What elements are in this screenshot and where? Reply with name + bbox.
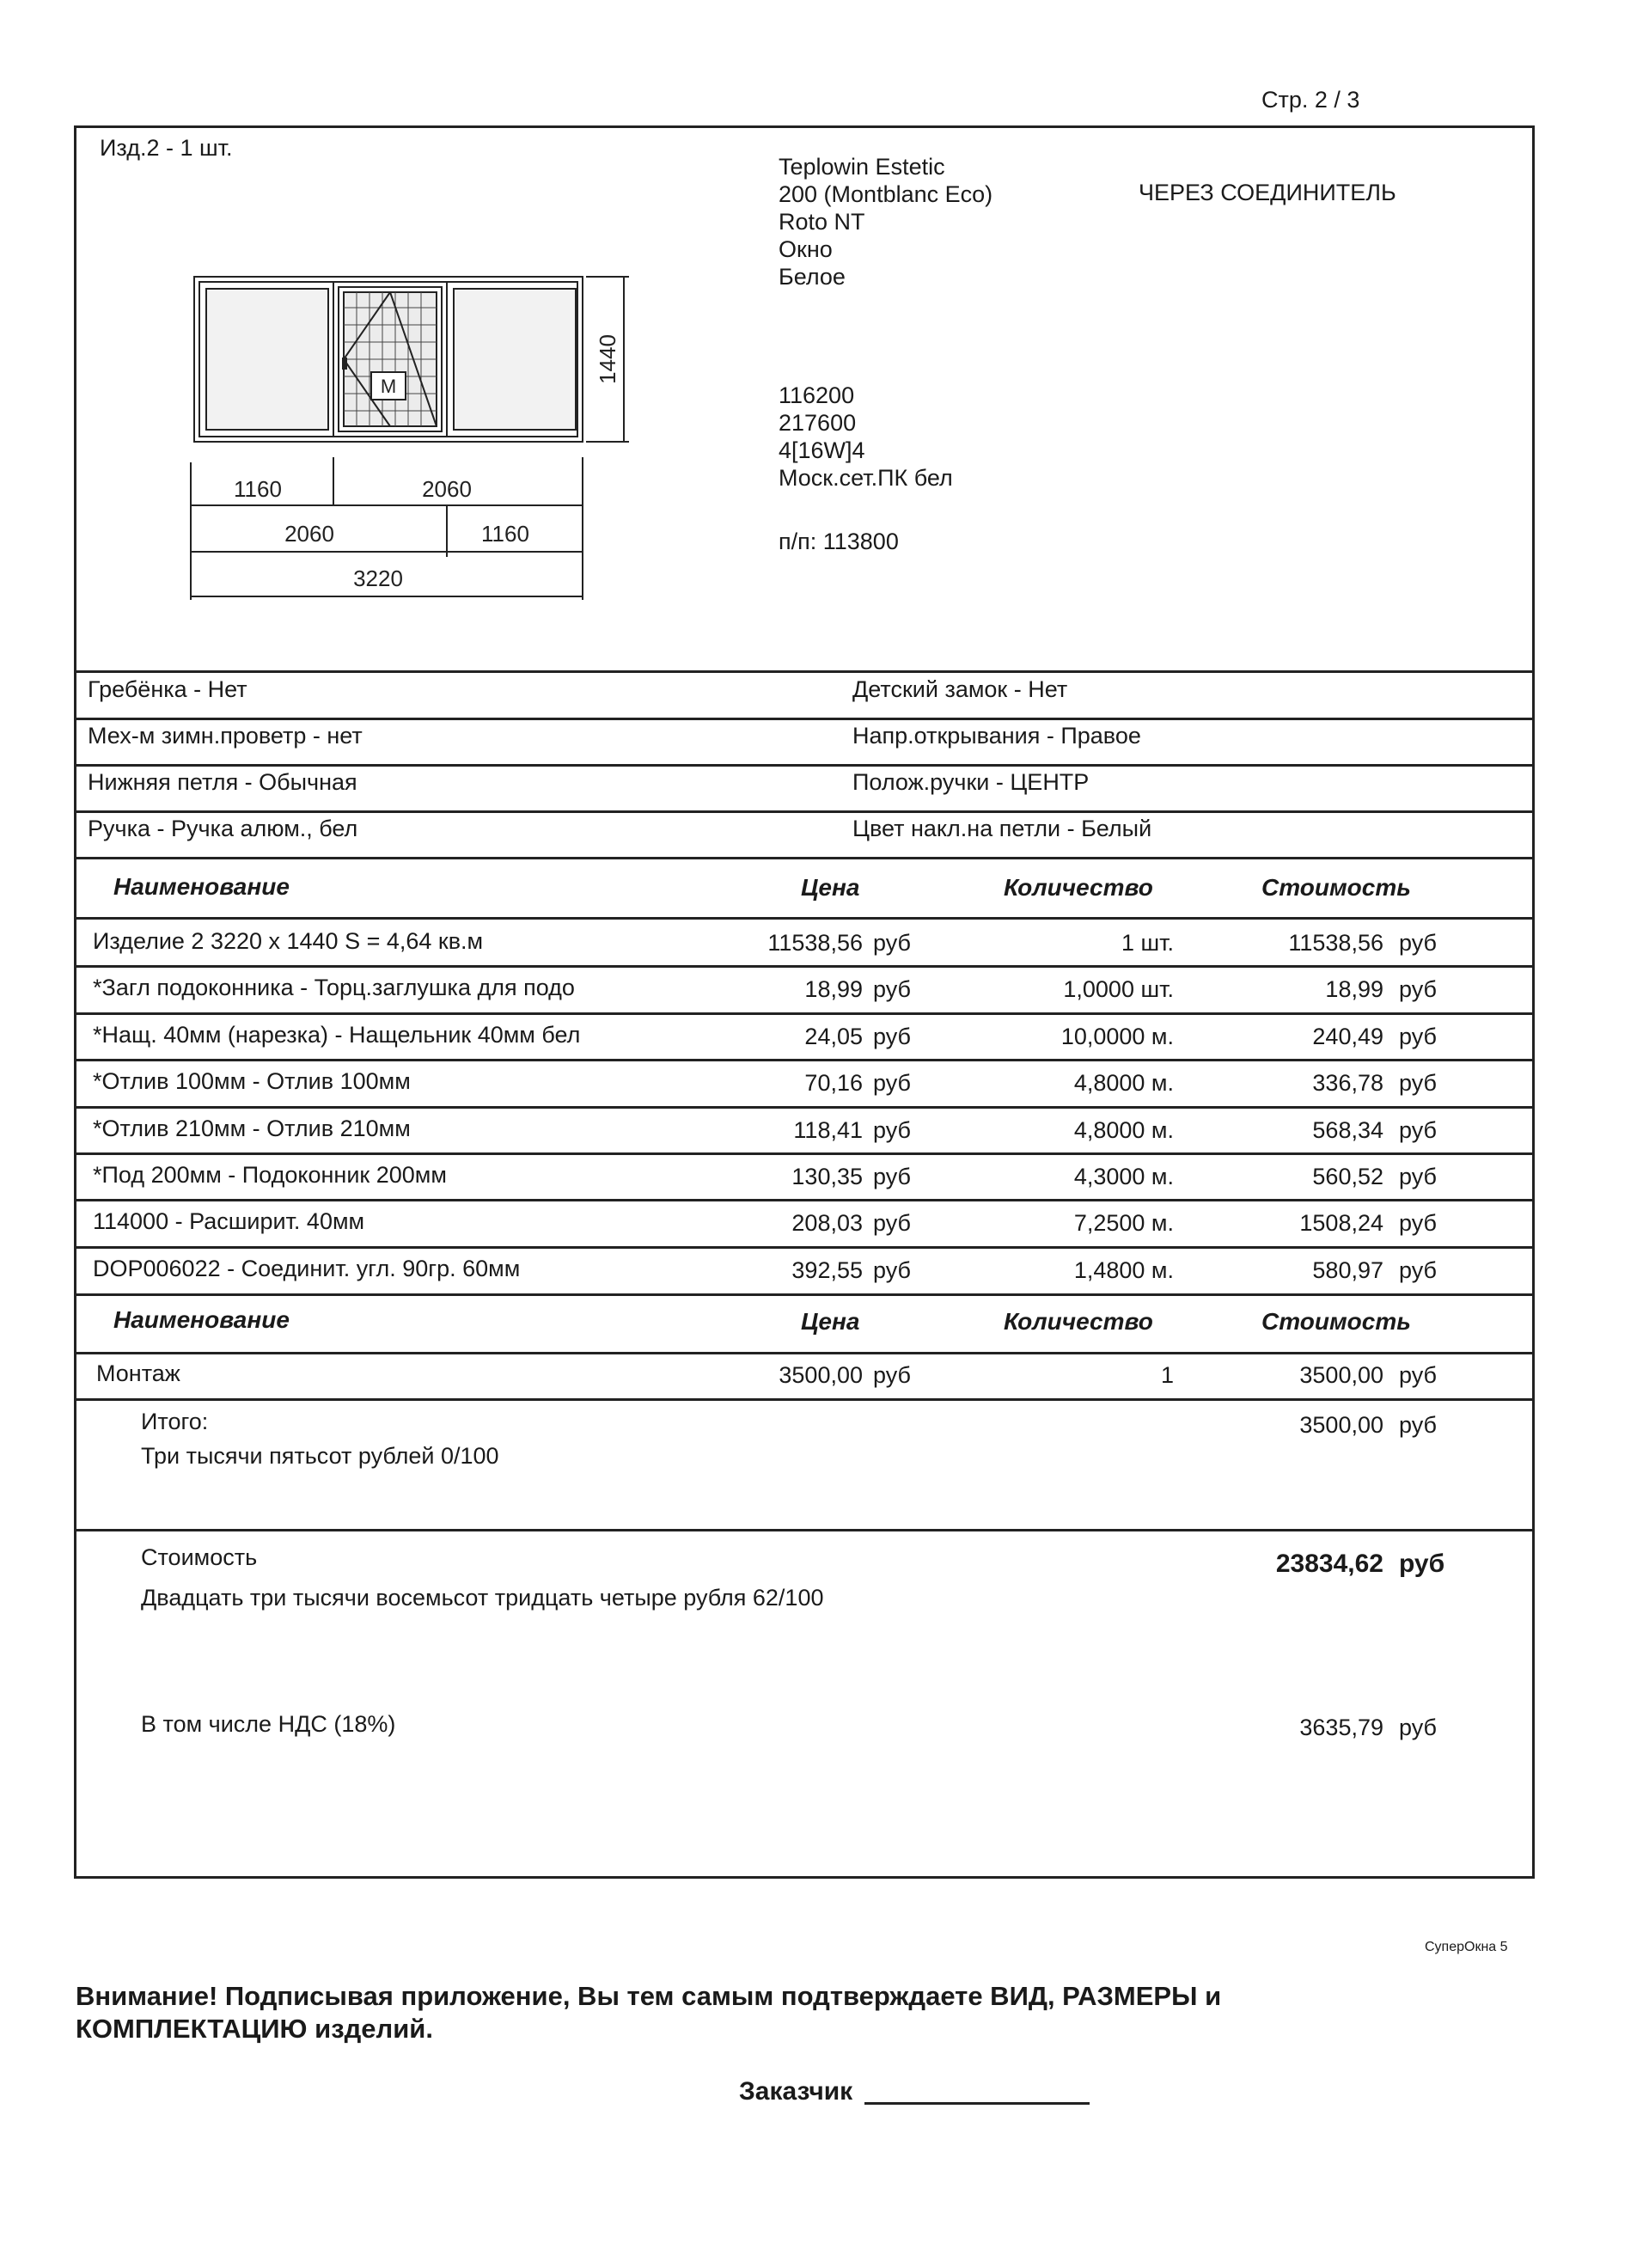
table-cell-qty: 1 шт.: [1121, 930, 1174, 956]
table-cell-name: DOP006022 - Соединит. угл. 90гр. 60мм: [93, 1256, 521, 1281]
spec-line: Roto NT: [779, 209, 865, 235]
divider: [74, 670, 1535, 673]
option-left: Ручка - Ручка алюм., бел: [88, 816, 358, 841]
signature-line: [864, 2102, 1090, 2105]
spec-line: Teplowin Estetic: [779, 154, 945, 180]
dim-row1-b: 2060: [422, 476, 472, 502]
table-cell-cost: 1508,24: [1299, 1210, 1383, 1236]
table-row-divider: [74, 1199, 1535, 1201]
table2-header-price: Цена: [801, 1308, 860, 1335]
spec-line: 200 (Montblanc Eco): [779, 181, 993, 207]
table-cell-qty: 4,3000 м.: [1073, 1164, 1174, 1189]
table-cell-currency: руб: [873, 930, 911, 956]
table-cell-currency: руб: [1399, 1164, 1437, 1189]
table-cell-currency: руб: [1399, 1210, 1437, 1236]
divider: [74, 1352, 1535, 1354]
table-cell-currency: руб: [873, 1210, 911, 1236]
table-cell-currency: руб: [873, 1070, 911, 1096]
spec-line: Белое: [779, 264, 846, 290]
product-title: Изд.2 - 1 шт.: [100, 135, 233, 161]
subtotal-value: 3500,00: [1299, 1412, 1383, 1438]
table-cell-currency: руб: [873, 976, 911, 1002]
table-cell-cost: 3500,00: [1299, 1362, 1383, 1388]
table1-header-price: Цена: [801, 874, 860, 901]
sash-label: M: [380, 376, 397, 397]
divider: [74, 1529, 1535, 1531]
table-cell-name: *Нащ. 40мм (нарезка) - Нащельник 40мм бел: [93, 1022, 581, 1048]
option-right: Полож.ручки - ЦЕНТР: [852, 769, 1090, 795]
subtotal-words: Три тысячи пятьсот рублей 0/100: [141, 1443, 499, 1469]
option-left: Гребёнка - Нет: [88, 676, 247, 702]
brand-label: СуперОкна 5: [1425, 1940, 1508, 1954]
table2-header-name: Наименование: [113, 1306, 290, 1333]
table-cell-currency: руб: [873, 1117, 911, 1143]
subtotal-label: Итого:: [141, 1409, 209, 1434]
table-cell-currency: руб: [873, 1024, 911, 1049]
table-cell-price: 18,99: [804, 976, 863, 1002]
table-cell-name: 114000 - Расширит. 40мм: [93, 1208, 365, 1234]
divider: [74, 810, 1535, 813]
table-cell-price: 130,35: [791, 1164, 863, 1189]
table-cell-cost: 580,97: [1312, 1257, 1383, 1283]
table-cell-name: *Отлив 210мм - Отлив 210мм: [93, 1116, 411, 1141]
table-cell-qty: 4,8000 м.: [1073, 1070, 1174, 1096]
table-cell-name: Изделие 2 3220 x 1440 S = 4,64 кв.м: [93, 928, 484, 954]
table1-header-name: Наименование: [113, 873, 290, 900]
customer-label: Заказчик: [739, 2077, 853, 2106]
dim-row1-a: 1160: [234, 476, 282, 502]
option-right: Детский замок - Нет: [852, 676, 1068, 702]
table1-header-qty: Количество: [1004, 874, 1153, 901]
divider: [74, 917, 1535, 920]
dim-row2-a: 2060: [284, 521, 334, 547]
code-line: 217600: [779, 410, 857, 436]
table2-header-qty: Количество: [1004, 1308, 1153, 1335]
table-cell-currency: руб: [1399, 1257, 1437, 1283]
table-row-divider: [74, 1106, 1535, 1109]
table-cell-price: 118,41: [793, 1117, 863, 1143]
table-cell-currency: руб: [873, 1362, 911, 1388]
vat-value: 3635,79: [1299, 1715, 1383, 1740]
height-dimension: 1440: [595, 334, 620, 384]
table-cell-currency: руб: [1399, 930, 1437, 956]
code-line: Моск.сет.ПК бел: [779, 465, 953, 491]
table-cell-qty: 4,8000 м.: [1073, 1117, 1174, 1143]
table-cell-cost: 18,99: [1325, 976, 1383, 1002]
connection-type: ЧЕРЕЗ СОЕДИНИТЕЛЬ: [1139, 180, 1396, 205]
table-row-divider: [74, 1152, 1535, 1155]
table-cell-name: *Отлив 100мм - Отлив 100мм: [93, 1068, 411, 1094]
total-currency: руб: [1399, 1550, 1445, 1578]
option-left: Мех-м зимн.проветр - нет: [88, 723, 363, 749]
table-cell-currency: руб: [1399, 1024, 1437, 1049]
notice-line-2: КОМПЛЕКТАЦИЮ изделий.: [76, 2014, 433, 2044]
table-cell-qty: 1,0000 шт.: [1063, 976, 1174, 1002]
table-cell-currency: руб: [873, 1164, 911, 1189]
product-codes: [779, 382, 953, 492]
table-cell-cost: 240,49: [1312, 1024, 1383, 1049]
table-cell-currency: руб: [1399, 1117, 1437, 1143]
table-cell-price: 70,16: [804, 1070, 863, 1096]
table-cell-name: Монтаж: [96, 1360, 180, 1386]
notice-line-1: Внимание! Подписывая приложение, Вы тем самым подтверждаете ВИД, РАЗМЕРЫ и: [76, 1981, 1222, 2011]
code-line: 116200: [779, 382, 855, 408]
page-number: Стр. 2 / 3: [1261, 87, 1360, 113]
total-words: Двадцать три тысячи восемьсот тридцать четыре рубля 62/100: [141, 1585, 824, 1611]
table-cell-cost: 568,34: [1312, 1117, 1383, 1143]
table-cell-price: 208,03: [791, 1210, 863, 1236]
table-cell-currency: руб: [1399, 976, 1437, 1002]
table-cell-name: *Загл подоконника - Торц.заглушка для подо: [93, 975, 575, 1000]
table-row-divider: [74, 1246, 1535, 1249]
total-label: Стоимость: [141, 1544, 258, 1570]
table-cell-qty: 1: [1160, 1362, 1174, 1388]
dim-total: 3220: [353, 565, 403, 591]
divider: [74, 1398, 1535, 1401]
table-cell-currency: руб: [873, 1257, 911, 1283]
divider: [74, 1293, 1535, 1296]
product-specs: [779, 153, 992, 290]
left-fixed-pane: [206, 289, 328, 430]
table-cell-price: 392,55: [791, 1257, 863, 1283]
table-cell-cost: 560,52: [1312, 1164, 1383, 1189]
option-right: Цвет накл.на петли - Белый: [852, 816, 1152, 841]
table-row-divider: [74, 1059, 1535, 1061]
table1-header-cost: Стоимость: [1261, 874, 1411, 901]
table-cell-name: *Под 200мм - Подоконник 200мм: [93, 1162, 447, 1188]
divider: [74, 718, 1535, 720]
dim-row2-b: 1160: [481, 521, 529, 547]
total-value: 23834,62: [1275, 1550, 1383, 1578]
table-cell-price: 3500,00: [779, 1362, 863, 1388]
code-line: 4[16W]4: [779, 437, 865, 463]
table-cell-currency: руб: [1399, 1362, 1437, 1388]
divider: [74, 857, 1535, 859]
window-drawing: [180, 273, 644, 608]
divider: [74, 764, 1535, 767]
subtotal-currency: руб: [1399, 1412, 1437, 1438]
table-cell-qty: 1,4800 м.: [1073, 1257, 1174, 1283]
table-cell-qty: 10,0000 м.: [1060, 1024, 1174, 1049]
option-left: Нижняя петля - Обычная: [88, 769, 357, 795]
spec-line: Окно: [779, 236, 833, 262]
table-cell-qty: 7,2500 м.: [1073, 1210, 1174, 1236]
table-cell-price: 11538,56: [767, 930, 863, 956]
table-cell-currency: руб: [1399, 1070, 1437, 1096]
pp-number: п/п: 113800: [779, 529, 899, 554]
right-fixed-pane: [454, 289, 576, 430]
table-row-divider: [74, 965, 1535, 968]
vat-label: В том числе НДС (18%): [141, 1711, 396, 1737]
table-row-divider: [74, 1012, 1535, 1015]
vat-currency: руб: [1399, 1715, 1437, 1740]
table-cell-price: 24,05: [804, 1024, 863, 1049]
option-right: Напр.открывания - Правое: [852, 723, 1141, 749]
table-cell-cost: 336,78: [1312, 1070, 1383, 1096]
table-cell-cost: 11538,56: [1288, 930, 1383, 956]
table2-header-cost: Стоимость: [1261, 1308, 1411, 1335]
